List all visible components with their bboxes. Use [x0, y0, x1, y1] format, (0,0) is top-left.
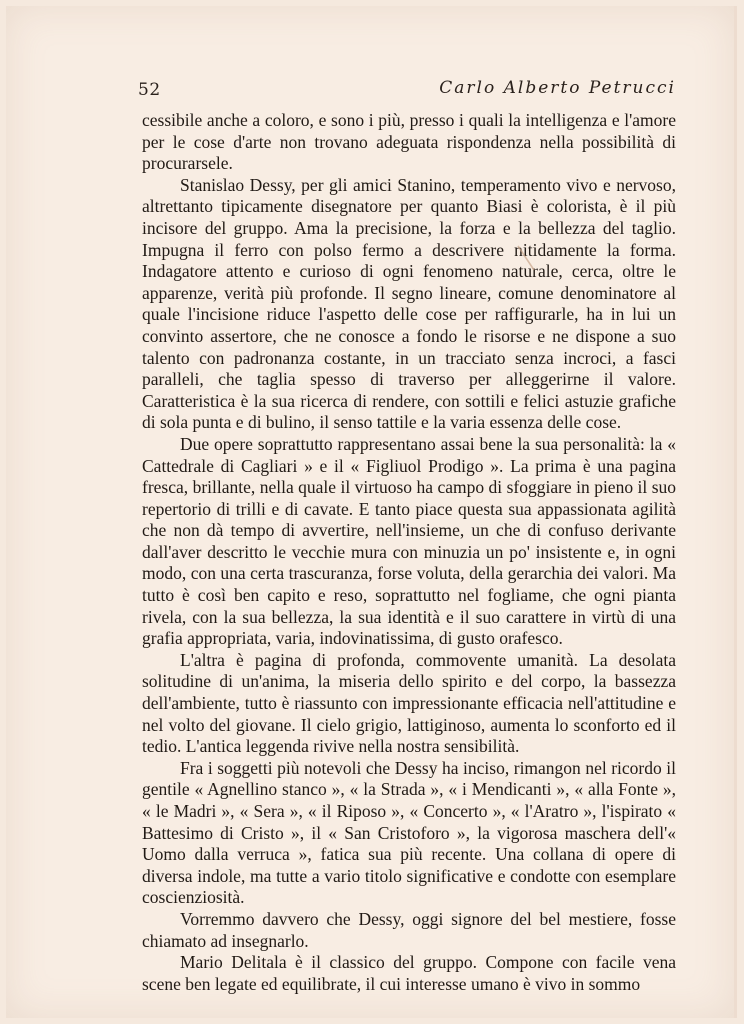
running-head: Carlo Alberto Petrucci — [439, 78, 676, 98]
paragraph: Mario Delitala è il classico del gruppo. Compone con facile vena scene ben legate ed equilibrate, il cui interesse umano è vivo in sommo — [142, 952, 676, 994]
pencil-mark-icon — [516, 244, 546, 280]
paragraph: Stanislao Dessy, per gli amici Stanino, temperamento vivo e nervoso, altrettanto tipicamente disegnatore per quanto Biasi è colorista, è il più incisore del gruppo. Ama la precisione, la forza e la bellezza del taglio. Impugna il ferro con polso fermo a descrivere nitidamente la forma. Indagatore attento e curioso di ogni fenomeno naturale, cerca, oltre le apparenze, verità più profonde. Il segno lineare, comune denominatore al quale l'incisione riduce l'aspetto delle cose per raffigurarle, ha in lui un convinto assertore, che ne conosce a fondo le risorse e ne dispone a suo talento con padronanza costante, in un tracciato senza incroci, a fasci paralleli, che taglia spesso di traverso per alleggerirne il valore. Caratteristica è la sua ricerca di rendere, con sottili e felici astuzie grafiche di sola punta e di bulino, il senso tattile e la varia essenza delle cose. — [142, 174, 676, 433]
paragraph: Due opere soprattutto rappresentano assai bene la sua personalità: la « Cattedrale di Cagliari » e il « Figliuol Prodigo ». La prima è una pagina fresca, brillante, nella quale il virtuoso ha campo di sfoggiare in pieno il suo repertorio di trilli e di cavate. E tanto piace questa sua appassionata agilità che non dà tempo di avvertire, nell'insieme, un che di confuso derivante dall'aver descritto le vecchie mura con minuzia un po' insistente e, in ogni modo, con una certa trascuranza, forse voluta, della gerarchia dei valori. Ma tutto è così ben capito e reso, soprattutto nel fogliame, che ogni pianta rivela, con la sua bellezza, la sua identità e il suo carattere in virtù di una grafia appropriata, varia, indovinatissima, di gusto orafesco. — [142, 433, 676, 649]
paragraph: L'altra è pagina di profonda, commovente umanità. La desolata solitudine di un'anima, la miseria dello spirito e del corpo, la bassezza dell'ambiente, tutto è riassunto con impressionante efficacia nell'attitudine e nel volto del giovane. Il cielo grigio, lattiginoso, aumenta lo sconforto ed il tedio. L'antica leggenda rivive nella nostra sensibilità. — [142, 649, 676, 757]
paragraph: Vorremmo davvero che Dessy, oggi signore del bel mestiere, fosse chiamato ad insegnarlo. — [142, 908, 676, 951]
page-number: 52 — [138, 80, 161, 100]
paragraph: Fra i soggetti più notevoli che Dessy ha inciso, rimangon nel ricordo il gentile « Agnellino stanco », « la Strada », « i Mendicanti », « alla Fonte », « le Madri », « Sera », « il Riposo », « Concerto », « l'Aratro », l'ispirato « Battesimo di Cristo », il « San Cristoforo », la vigorosa maschera dell'« Uomo dalla verruca », fatica sua più recente. Una collana di opere di diversa indole, ma tutte a vario titolo significative e condotte con esemplare coscienziosità. — [142, 757, 676, 908]
body-text — [142, 110, 676, 995]
paragraph: cessibile anche a coloro, e sono i più, presso i quali la intelligenza e l'amore per le cose d'arte non trovano adeguata rispondenza nella possibilità di procurarsele. — [142, 110, 676, 174]
book-page — [6, 6, 737, 1018]
